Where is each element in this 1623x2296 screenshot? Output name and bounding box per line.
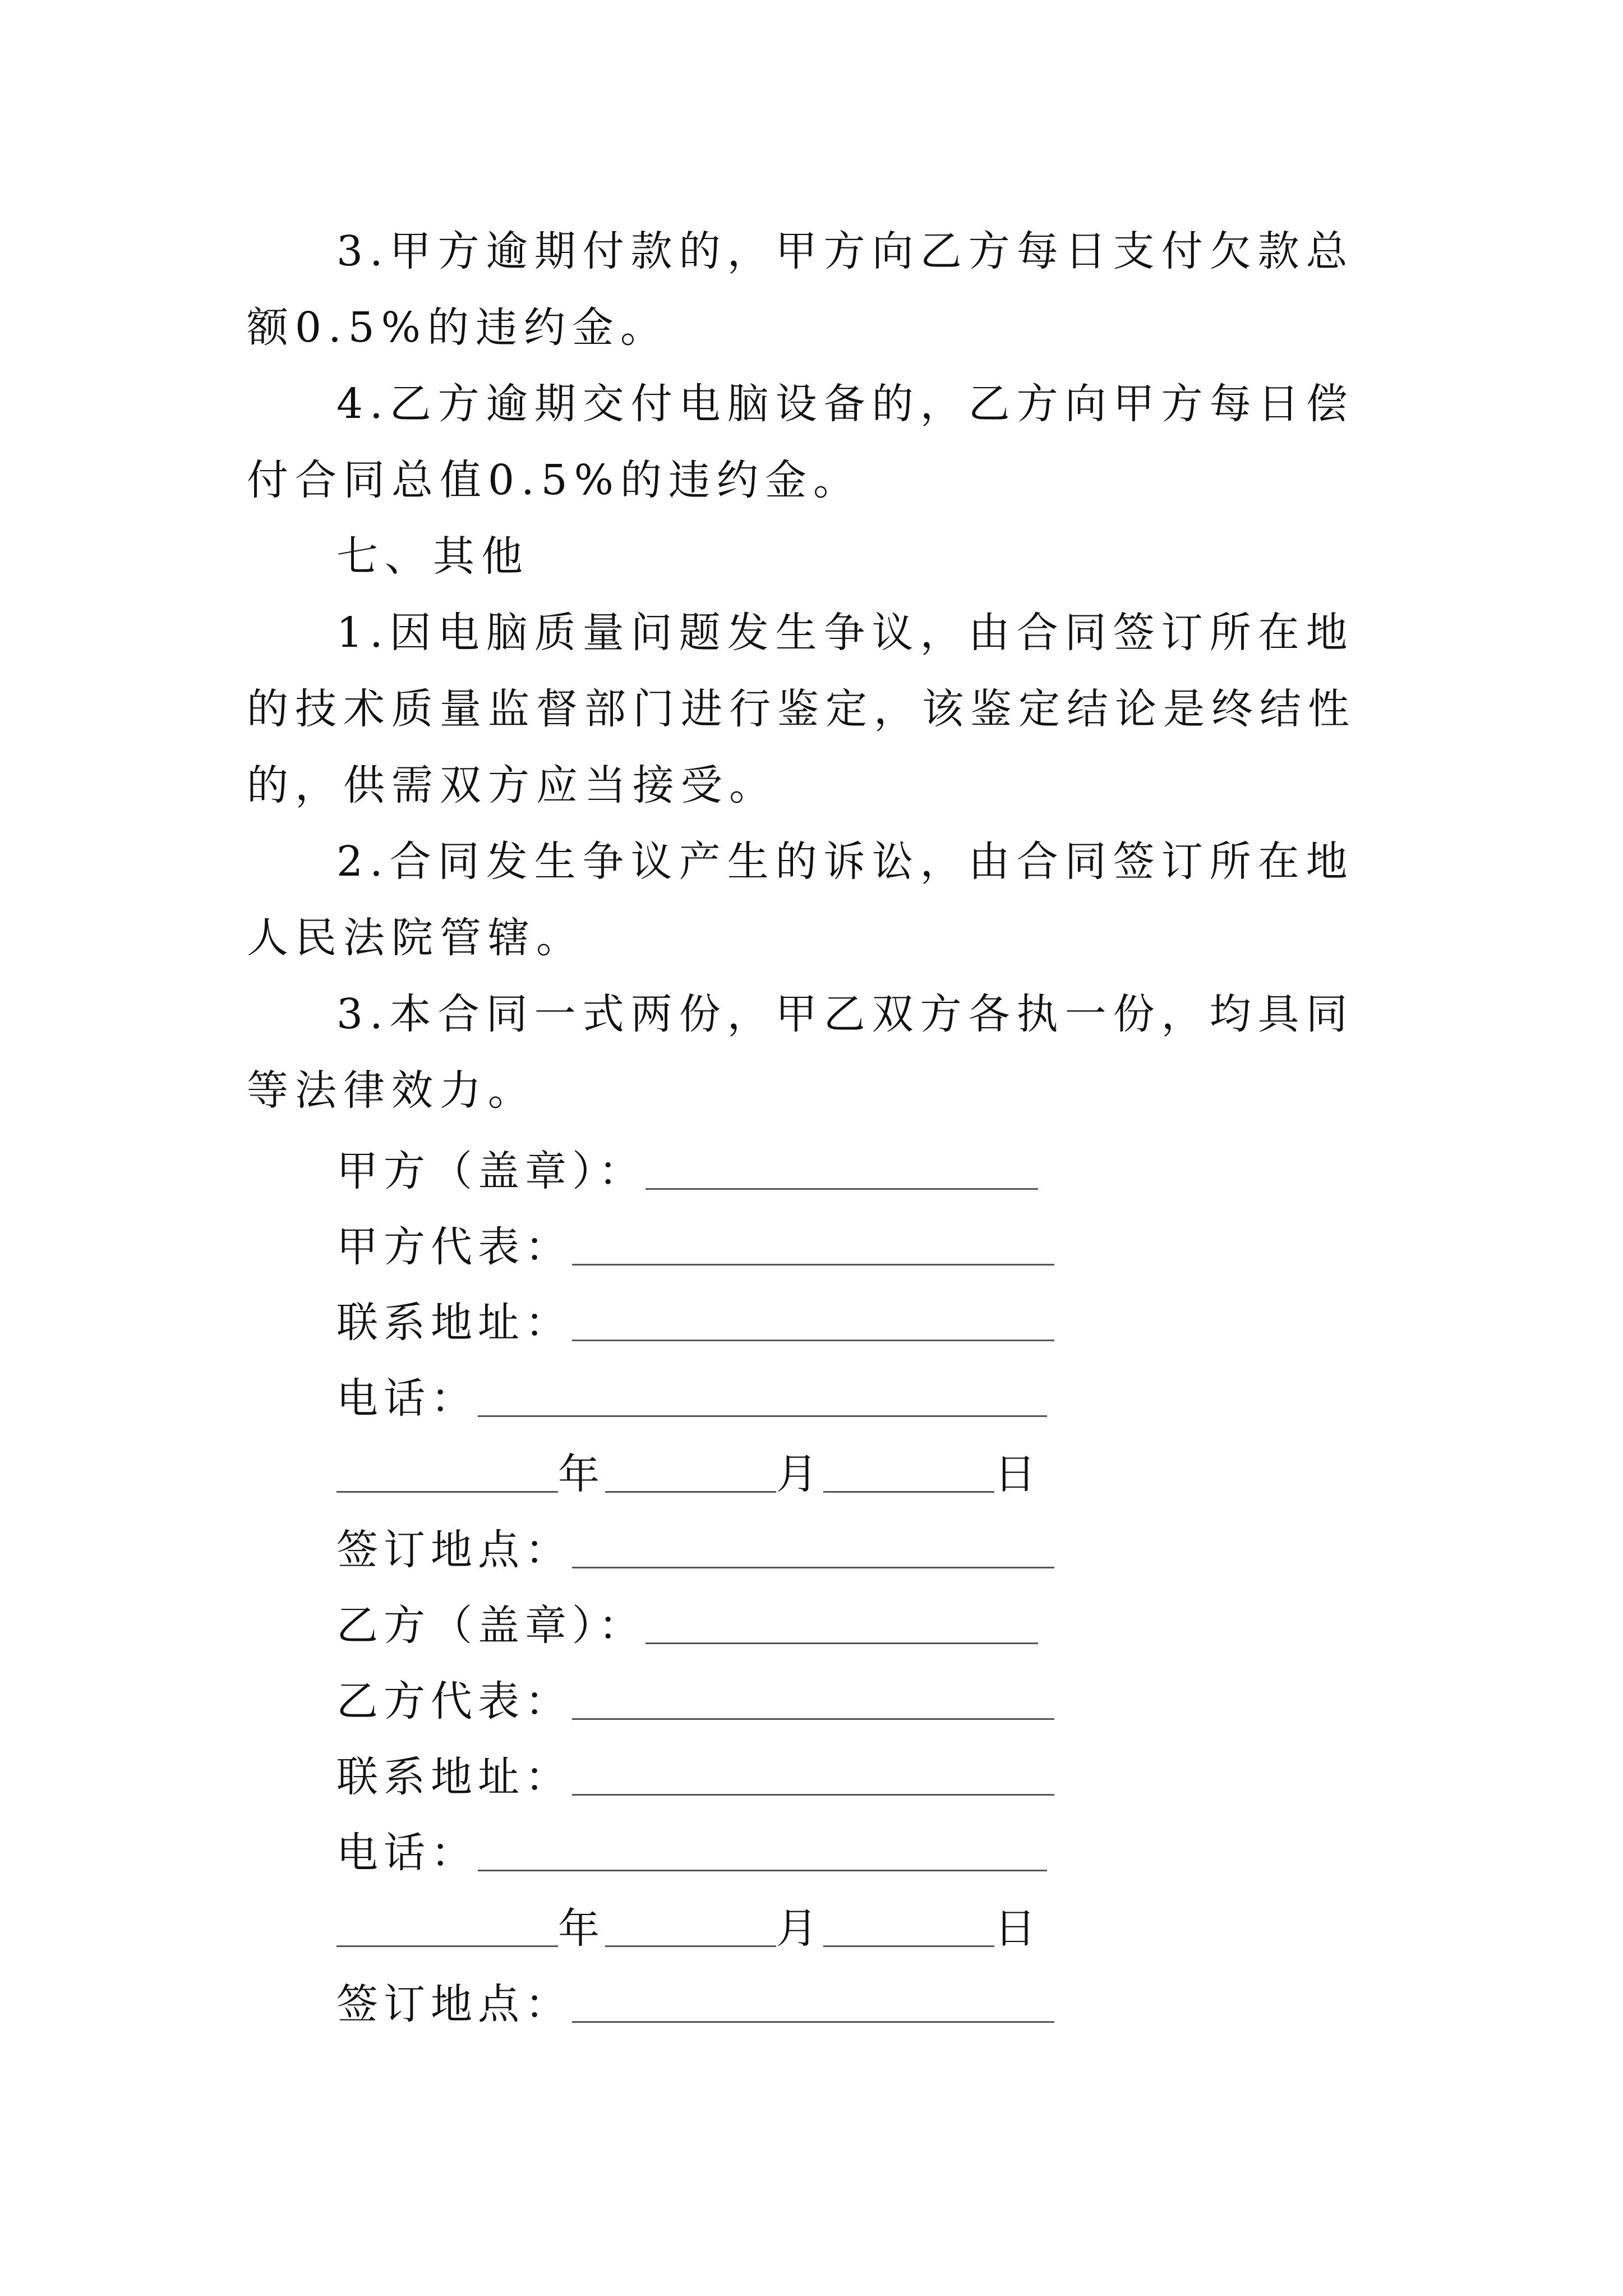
party-a-date-row	[336, 1444, 1041, 1501]
clause-late-delivery: 4.乙方逾期交付电脑设备的，乙方向甲方每日偿付合同总值0.5%的违约金。	[247, 380, 1354, 504]
party-b-place-label: 签订地点：	[336, 1980, 572, 2028]
party-b-seal-line[interactable]	[645, 1642, 1038, 1644]
clause-litigation: 2.合同发生争议产生的诉讼，由合同签订所在地人民法院管辖。	[247, 838, 1354, 962]
party-a-day-label: 日	[994, 1450, 1041, 1498]
party-b-date-row	[336, 1899, 1041, 1955]
party-a-rep-row	[336, 1217, 1054, 1273]
party-b-seal-label: 乙方（盖章）：	[336, 1602, 645, 1650]
party-b-year-line[interactable]	[336, 1945, 558, 1947]
party-a-year-label: 年	[558, 1450, 605, 1498]
party-b-address-line[interactable]	[572, 1794, 1054, 1796]
party-a-phone-row	[336, 1369, 1047, 1425]
party-b-seal-row	[336, 1596, 1038, 1652]
party-b-phone-line[interactable]	[478, 1870, 1047, 1871]
party-a-seal-label: 甲方（盖章）：	[336, 1147, 645, 1195]
party-b-rep-label: 乙方代表：	[336, 1677, 572, 1726]
party-b-place-row	[336, 1975, 1054, 2031]
clause-copies: 3.本合同一式两份，甲乙双方各执一份，均具同等法律效力。	[247, 990, 1354, 1115]
section-heading-other: 七、其他	[336, 532, 529, 581]
party-a-phone-line[interactable]	[478, 1415, 1047, 1417]
party-a-address-label: 联系地址：	[336, 1299, 572, 1347]
party-a-year-line[interactable]	[336, 1491, 558, 1493]
party-b-address-row	[336, 1747, 1054, 1803]
party-a-place-row	[336, 1520, 1054, 1576]
party-b-phone-label: 电话：	[336, 1829, 478, 1877]
party-a-rep-label: 甲方代表：	[336, 1223, 572, 1271]
party-a-seal-row	[336, 1142, 1038, 1198]
party-b-address-label: 联系地址：	[336, 1753, 572, 1801]
party-b-month-line[interactable]	[605, 1945, 776, 1947]
party-a-address-row	[336, 1293, 1054, 1349]
party-a-day-line[interactable]	[823, 1491, 994, 1493]
party-b-day-label: 日	[994, 1904, 1041, 1953]
party-a-place-label: 签订地点：	[336, 1526, 572, 1574]
clause-late-payment: 3.甲方逾期付款的，甲方向乙方每日支付欠款总额0.5%的违约金。	[247, 227, 1354, 352]
party-a-rep-line[interactable]	[572, 1264, 1054, 1266]
party-a-place-line[interactable]	[572, 1567, 1054, 1568]
party-b-rep-line[interactable]	[572, 1718, 1054, 1720]
party-a-address-line[interactable]	[572, 1340, 1054, 1341]
party-b-phone-row	[336, 1823, 1047, 1879]
party-a-seal-line[interactable]	[645, 1188, 1038, 1190]
party-a-phone-label: 电话：	[336, 1374, 478, 1423]
party-b-month-label: 月	[776, 1904, 823, 1953]
contract-page	[247, 213, 1396, 1129]
party-a-month-line[interactable]	[605, 1491, 776, 1493]
clause-quality-dispute: 1.因电脑质量问题发生争议，由合同签订所在地的技术质量监督部门进行鉴定，该鉴定结论是终结性的，供需双方应当接受。	[247, 609, 1356, 809]
party-a-month-label: 月	[776, 1450, 823, 1498]
party-b-rep-row	[336, 1672, 1054, 1728]
party-b-place-line[interactable]	[572, 2021, 1054, 2023]
party-b-year-label: 年	[558, 1904, 605, 1953]
party-b-day-line[interactable]	[823, 1945, 994, 1947]
